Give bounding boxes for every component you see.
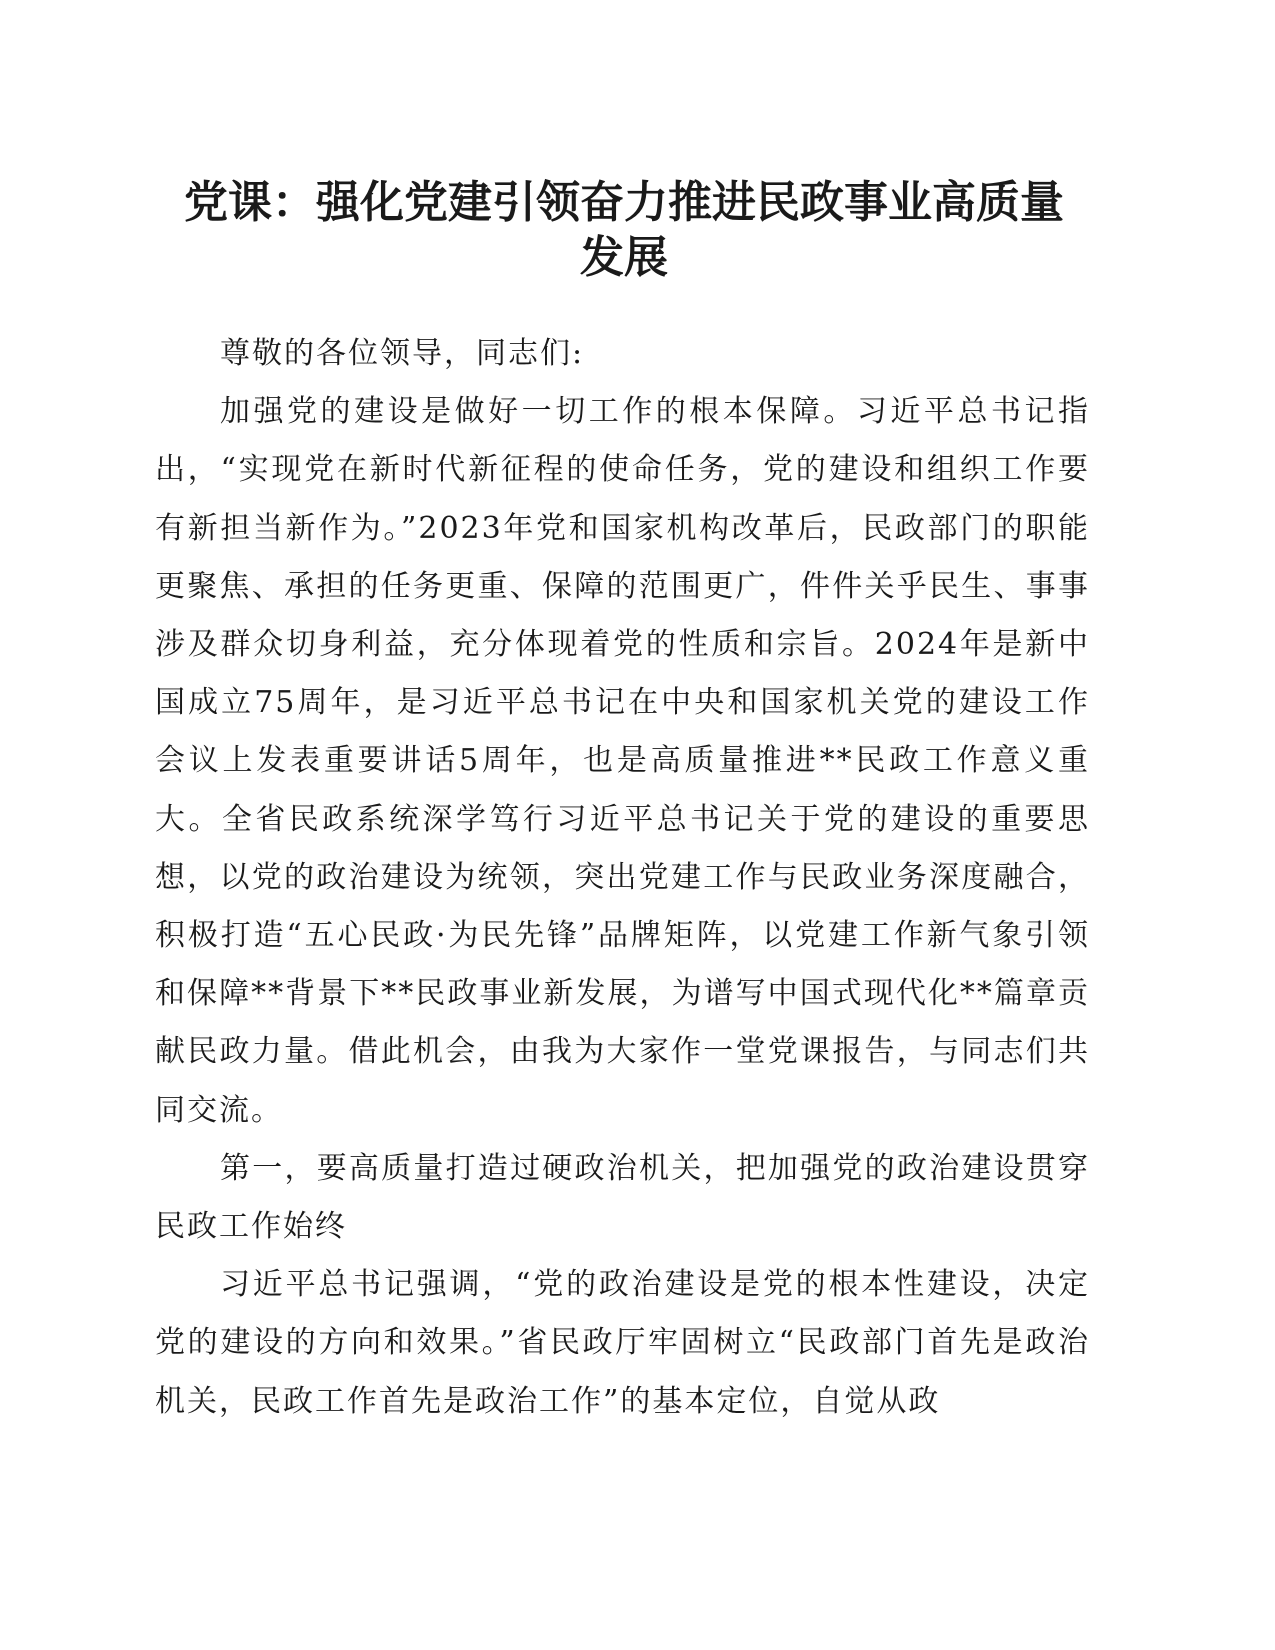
salutation: 尊敬的各位领导，同志们: — [220, 336, 585, 371]
document-title — [150, 175, 1098, 285]
title-line-2: 发展 — [580, 232, 668, 283]
document-body — [155, 325, 1090, 1431]
paragraph-intro: 加强党的建设是做好一切工作的根本保障。习近平总书记指出，“实现党在新时代新征程的使命任务，党的建设和组织工作要有新担当新作为。”2023年党和国家机构改革后，民政部门的职能更聚焦、承担的任务更重、保障的范围更广，件件关乎民生、事事涉及群众切身利益，充分体现着党的性质和宗旨。2024年是新中国成立75周年，是习近平总书记在中央和国家机关党的建设工作会议上发表重要讲话5周年，也是高质量推进**民政工作意义重大。全省民政系统深学笃行习近平总书记关于党的建设的重要思想，以党的政治建设为统领，突出党建工作与民政业务深度融合，积极打造“五心民政·为民先锋”品牌矩阵，以党建工作新气象引领和保障**背景下**民政事业新发展，为谱写中国式现代化**篇章贡献民政力量。借此机会，由我为大家作一堂党课报告，与同志们共同交流。 — [155, 394, 1090, 1128]
section-heading-1: 第一，要高质量打造过硬政治机关，把加强党的政治建设贯穿民政工作始终 — [155, 1150, 1090, 1245]
title-line-1: 党课：强化党建引领奋力推进民政事业高质量 — [184, 177, 1064, 228]
paragraph-section-1: 习近平总书记强调，“党的政治建设是党的根本性建设，决定党的建设的方向和效果。”省民政厅牢固树立“民政部门首先是政治机关，民政工作首先是政治工作”的基本定位，自觉从政 — [155, 1267, 1090, 1419]
